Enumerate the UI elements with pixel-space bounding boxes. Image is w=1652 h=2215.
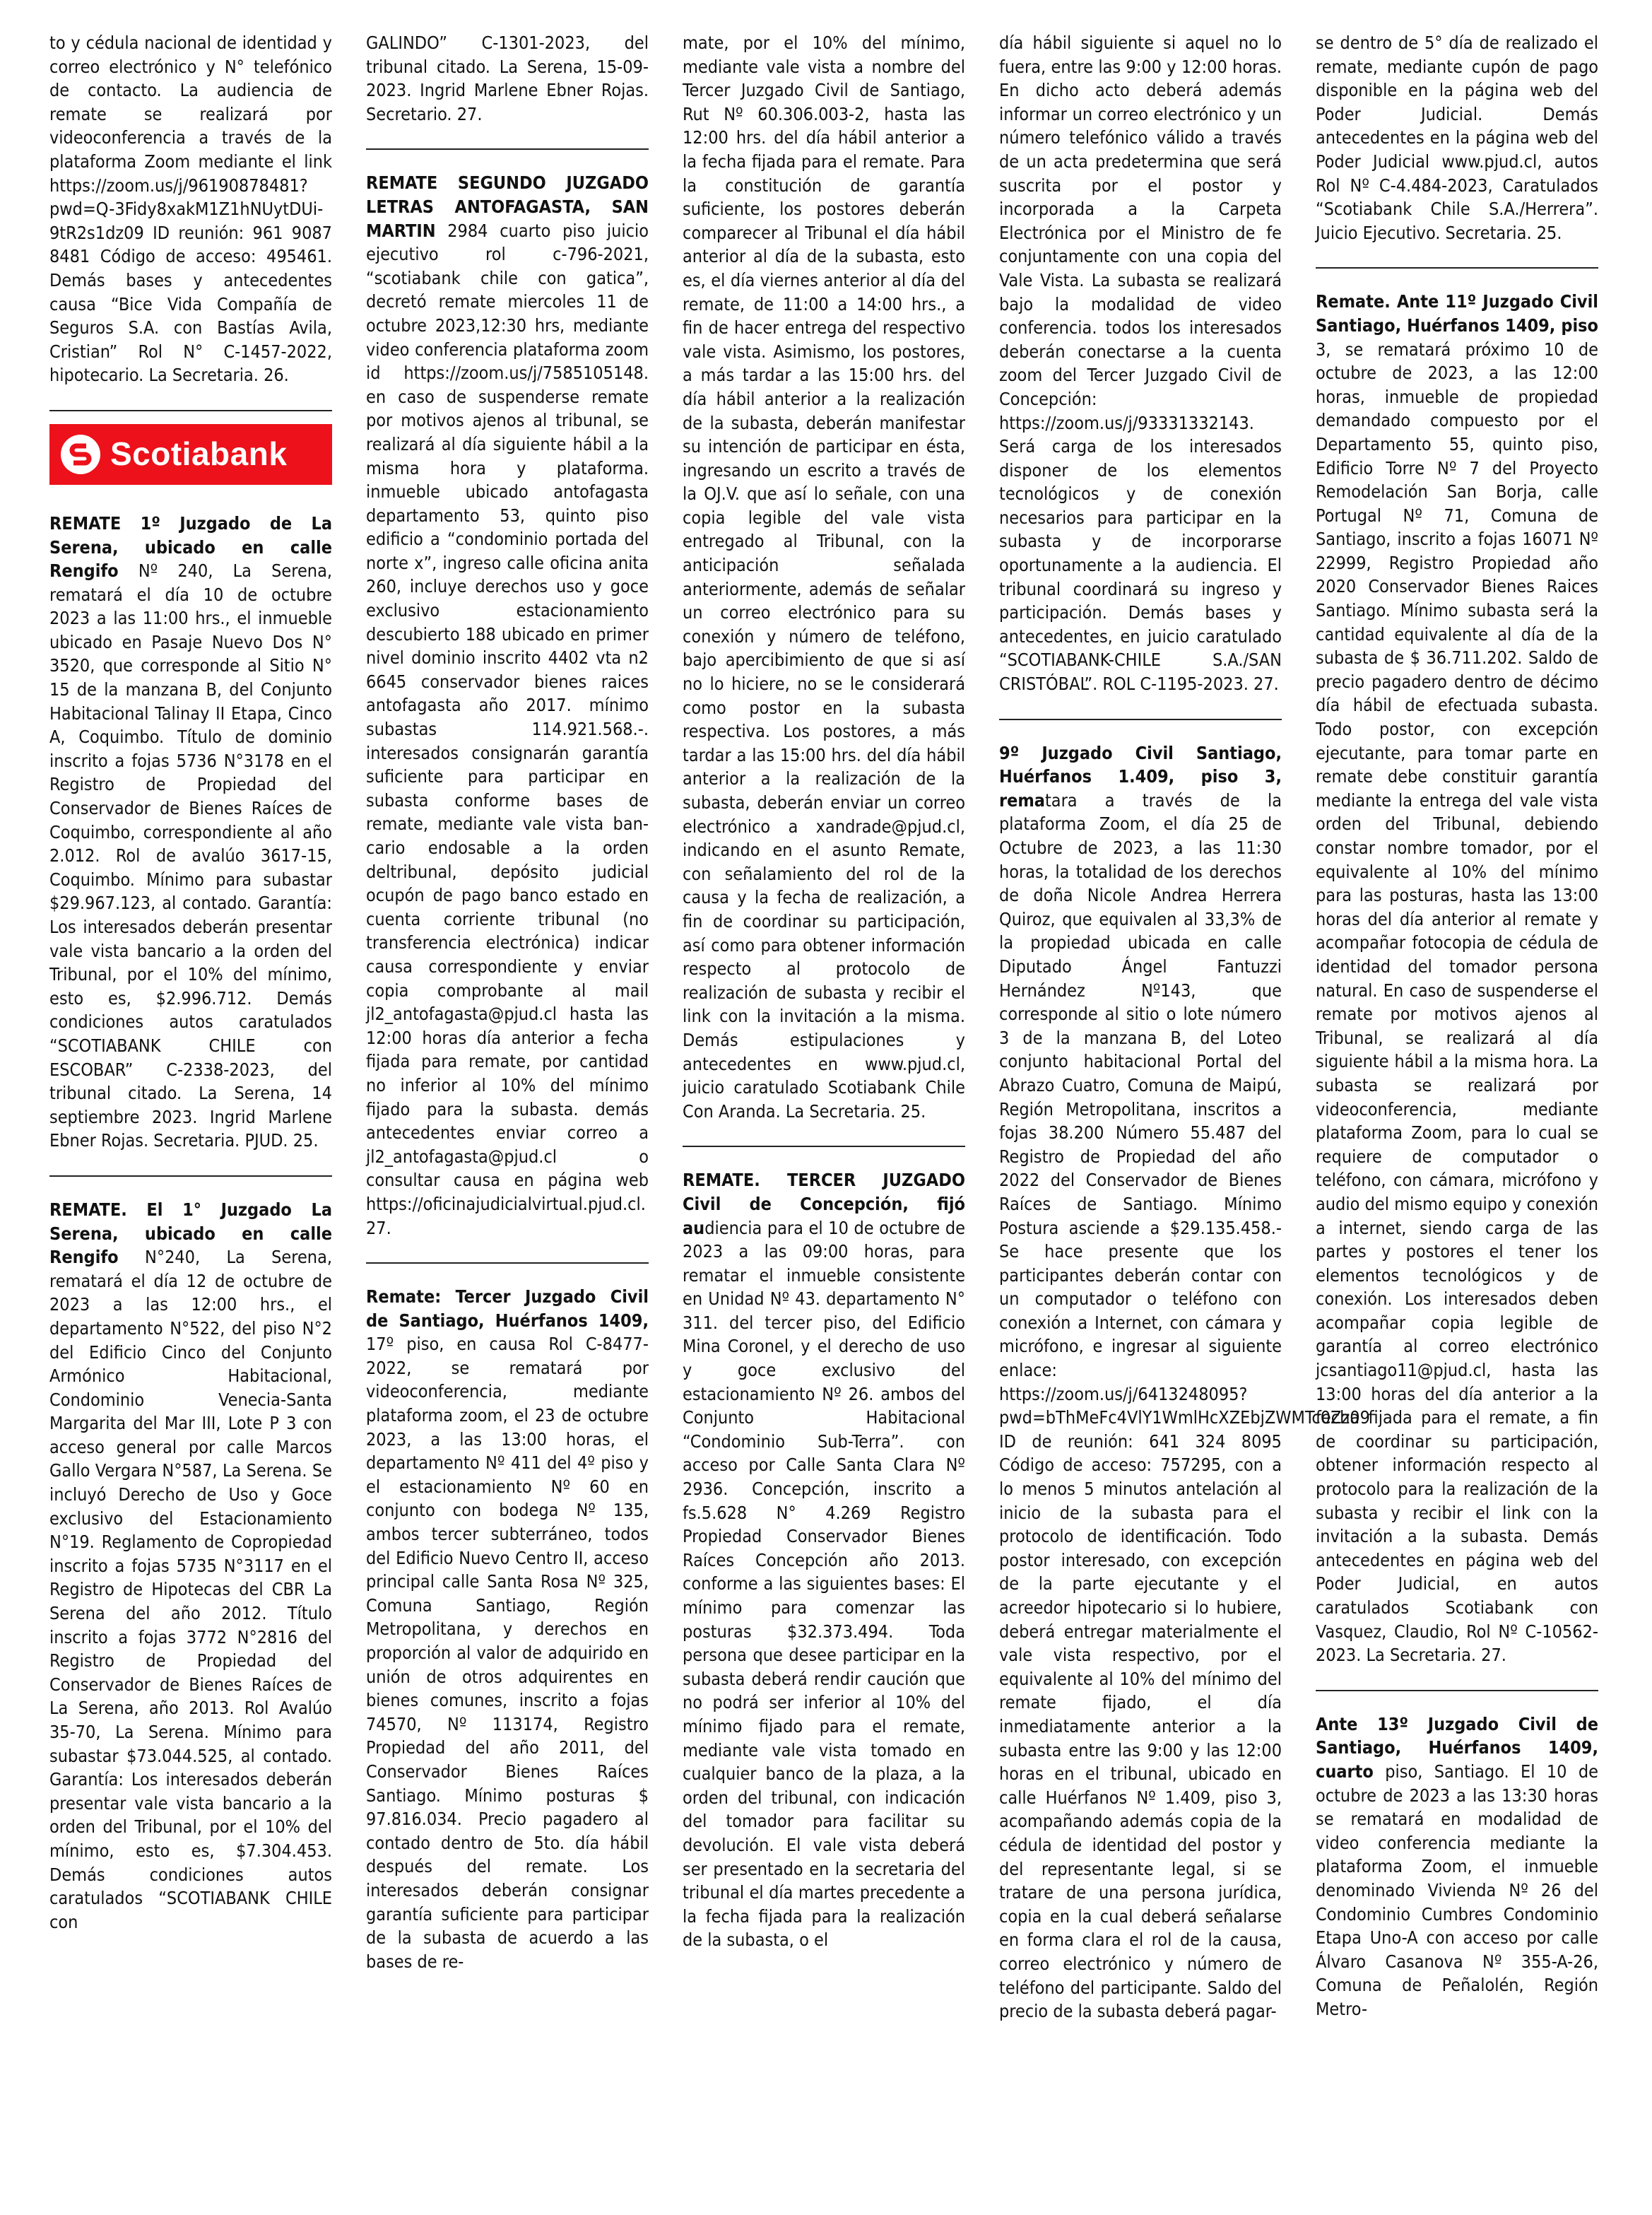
notice-body: GALINDO” C-1301-2023, del tribunal citado. La Serena, 15-09-2023. Ingrid Marlene Ebner Rojas. Secretario. 27. [366,33,649,124]
notice-heading: REMATE SEGUNDO JUZGADO LETRAS ANTOFAGASTA, SAN MARTIN [366,172,649,241]
column-2 [366,31,649,2215]
notice-heading: REMATE 1º Juzgado de La Serena, ubicado en calle Rengifo [49,512,332,582]
divider [366,148,649,150]
notice-body: diencia para el 10 de octubre de 2023 a las 09:00 horas, para rematar el inmueble consistente en Unidad Nº 43. departamento N° 311. del tercer piso, del Edificio Mina Coronel, y el derecho de uso y goce exclusivo del estacionamiento Nº 26. ambos del Conjunto Habitacional “Condominio Sub-Terra”. con acceso por Calle Santa Clara Nº 2936. Concepción, inscrito a fs.5.628 N° 4.269 Registro Propiedad Conservador Bienes Raíces Concepción año 2013. conforme a las siguientes bases: El mínimo para comenzar las posturas $32.373.494. Toda persona que desee participar en la subasta deberá rendir caución que no podrá ser inferior al 10% del mínimo fijado para el remate, mediante vale vista tomado en cualquier banco de la plaza, a la orden del tribunal, con indicación del tomador para facilitar su devolución. El vale vista deberá ser presentado en la secretaria del tribunal el día martes precedente a la fecha fijada para la realización de la subasta, o el [683,1217,965,1951]
notice-body: piso, Santiago. El 10 de octubre de 2023 a las 13:30 horas se rematará en modalidad de video conferencia mediante la plataforma Zoom, el inmueble denominado Vivienda Nº 26 del Condominio Cumbres Condominio Etapa Uno-A con acceso por calle Álvaro Casanova Nº 355-A-26, Comuna de Peñalolén, Región Metro- [1316,1761,1598,2019]
notice-body: 2984 cuarto piso juicio ejecutivo rol c-796-2021, “scotiabank chile con gatica”, decretó remate miercoles 11 de octubre 2023,12:30 hrs, mediante video conferencia plataforma zoom id https://zoom.us/j/7585105148. en caso de suspenderse remate por motivos ajenos al tribunal, se realizará al día siguiente hábil a la misma hora y plataforma. inmueble ubicado antofagasta departamento 53, quinto piso edificio a “condominio portada del norte x”, ingreso calle oficina anita 260, incluye derechos uso y goce exclusivo estacionamiento descubierto 188 ubicado en primer nivel dominio inscrito 4402 vta n2 6645 conservador bienes raices antofagasta año 2017. mínimo subastas 114.921.568.-. interesados consignarán garantía suficiente para participar en subasta conforme bases de remate, mediante vale vista ban-cario endosable a la orden deltribunal, depósito judicial ocupón de pago banco estado en cuenta corriente tribunal (no transferencia electrónica) indicar causa correspondiente y enviar copia comprobante al mail jl2_antofagasta@pjud.cl hasta las 12:00 horas día anterior a fecha fijada para remate, por cantidad no inferior al 10% del mínimo fijado para la subasta. demás antecedentes enviar correo a jl2_antofagasta@pjud.cl o consultar causa en página web https://oficinajudicialvirtual.pjud.cl. 27. [366,220,649,1238]
notice-body: tara a través de la plataforma Zoom, el día 25 de Octubre de 2023, a las 11:30 horas, la totalidad de los derechos de doña Nicole Andrea Herrera Quiroz, que equivalen al 33,3% de la propiedad ubicada en calle Diputado Ángel Fantuzzi Hernández Nº143, que corresponde al sitio o lote número 3 de la manzana B, del Loteo conjunto habitacional Portal del Abrazo Cuatro, Comuna de Maipú, Región Metropolitana, inscritos a fojas 38.200 Número 55.487 del Registro de Propiedad del año 2022 del Conservador de Bienes Raíces de Santiago. Mínimo Postura asciende a $29.135.458.- Se hace presente que los participantes deberán contar con un computador o teléfono con conexión a Internet, con cámara y micrófono, e ingresar al siguiente enlace: https://zoom.us/j/6413248095?pwd=bThMeFc4VlY1WmlHcXZEbjZWMTc0Zz09 ID de reunión: 641 324 8095 Código de acceso: 757295, con a lo menos 5 minutos antelación al inicio de la subasta para el protocolo de identificación. Todo postor interesado, con excepción de la parte ejecutante y el acreedor hipotecario si lo hubiere, deberá entregar materialmente el vale vista respectivo, por el equivalente al 10% del mínimo del remate fijado, el día inmediatamente anterior a la subasta entre las 9:00 y las 12:00 horas en el tribunal, ubicado en calle Huérfanos Nº 1.409, piso 3, acompañando además copia de la cédula de identidad del postor y del representante legal, si se tratare de una persona jurídica, copia en la cual deberá señalarse en forma clara el rol de la causa, correo electrónico y número de teléfono del participante. Saldo del precio de la subasta deberá pagar- [999,789,1370,2022]
notice [999,733,1370,2036]
notice-continuation [999,31,1282,709]
divider [366,1262,649,1264]
notice [1316,1704,1598,2034]
scotiabank-s-icon [61,435,100,474]
column-4 [999,31,1370,2215]
divider [999,719,1282,720]
column-5 [1316,31,1598,2215]
notice [366,163,649,1252]
divider [1316,1690,1598,1691]
notice-continuation [683,31,965,1136]
divider [49,1175,332,1177]
notice-heading: REMATE. TERCER JUZGADO Civil de Concepción, fijó au [683,1170,965,1238]
column-1 [49,31,332,2215]
notice-body: 17º piso, en causa Rol C-8477-2022, se rematará por videoconferencia, mediante plataforma zoom, el 23 de octubre 2023, a las 13:00 horas, el departamento Nº 411 del 4º piso y el estacionamiento Nº 60 en conjunto con bodega Nº 135, ambos tercer subterráneo, todos del Edificio Nuevo Centro II, acceso principal calle Santa Rosa Nº 325, Comuna Santiago, Región Metropolitana, y derechos en proporción al valor de adquirido en unión de otros adquirentes en bienes comunes, inscrito a fojas 74570, Nº 113174, Registro Propiedad del año 2011, del Conservador Bienes Raíces Santiago. Mínimo posturas $ 97.816.034. Precio pagadero al contado dentro de 5to. día hábil después del remate. Los interesados deberán consignar garantía suficiente para participar de la subasta de acuerdo a las bases de re- [366,1334,649,1972]
notice [49,503,332,1165]
notice [49,1189,332,1946]
divider [1316,267,1598,269]
notice-body: mate, por el 10% del mínimo, mediante vale vista a nombre del Tercer Juzgado Civil de Santiago, Rut Nº 60.306.003-2, hasta las 12:00 hrs. del día hábil anterior a la fecha fijada para el remate. Para la constitución de garantía suficiente, los postores deberán comparecer al Tribunal el día hábil anterior al día de la subasta, esto es, el día viernes anterior al día del remate, de 11:00 a 14:00 hrs., a fin de hacer entrega del respectivo vale vista. Asimismo, los postores, a más tardar a las 15:00 hrs. del día hábil anterior a la realización de la subasta, deberán manifestar su intención de participar en ésta, ingresando un escrito a través de la OJ.V. que así lo señale, con una copia legible del vale vista entregado al Tribunal, con la anticipación señalada anteriormente, además de señalar un correo electrónico para su conexión y número de teléfono, bajo apercibimiento de que si así no lo hiciere, no se le considerará como postor en la subasta respectiva. Los postores, a más tardar a las 15:00 hrs. del día hábil anterior a la realización de la subasta, deberán enviar un correo electrónico a xandrade@pjud.cl, indicando en el asunto Remate, con señalamiento del rol de la causa y la fecha de realización, a fin de coordinar su participación, así como para obtener información respecto al protocolo de realización de subasta y recibir el link con la invitación a la misma. Demás estipulaciones y antecedentes en www.pjud.cl, juicio caratulado Scotiabank Chile Con Aranda. La Secretaria. 25. [683,33,965,1122]
divider [683,1146,965,1147]
scotiabank-s-glyph [65,439,96,470]
divider [49,410,332,411]
notice-heading: REMATE. El 1° Juzgado La Serena, ubicado en calle Rengifo [49,1199,332,1268]
notice [366,1276,649,1986]
notice-continuation [1316,31,1598,257]
column-3 [683,31,965,2215]
notice-heading: Ante 13º Juzgado Civil de Santiago, Huérfanos 1409, cuarto [1316,1713,1598,1782]
notice-body: Nº 240, La Serena, rematará el día 10 de octubre 2023 a las 11:00 hrs., el inmueble ubicado en Pasaje Nuevo Dos N° 3520, que corresponde al Sitio N° 15 de la manzana B, del Conjunto Habitacional Talinay II Etapa, Cinco A, Coquimbo. Título de dominio inscrito a fojas 5736 N°3178 en el Registro de Propiedad del Conservador de Bienes Raíces de Coquimbo, correspondiente al año 2.012. Rol de avalúo 3617-15, Coquimbo. Mínimo para subastar $29.967.123, al contado. Garantía: Los interesados deberán presentar vale vista bancario a la orden del Tribunal, por el 10% del mínimo, esto es, $2.996.712. Demás condiciones autos caratulados “SCOTIABANK CHILE con ESCOBAR” C-2338-2023, del tribunal citado. La Serena, 14 septiembre 2023. Ingrid Marlene Ebner Rojas. Secretaria. PJUD. 25. [49,560,332,1151]
notice-heading: Remate: Tercer Juzgado Civil de Santiago, Huérfanos 1409, [366,1286,649,1331]
notice-body: 3, se rematará próximo 10 de octubre de 2023, a las 12:00 horas, inmueble de propiedad demandado compuesto por el Departamento 55, quinto piso, Edificio Torre Nº 7 del Proyecto Remodelación San Borja, calle Portugal Nº 71, Comuna de Santiago, inscrito a fojas 16071 Nº 22999, Registro Propiedad año 2020 Conservador Bienes Raices Santiago. Mínimo subasta será la cantidad equivalente al día de la subasta de $ 36.711.202. Saldo de precio pagadero dentro de décimo día hábil de efectuada subasta. Todo postor, con excepción ejecutante, para tomar parte en remate debe constituir garantía mediante la entrega del vale vista orden del Tribunal, debiendo constar nombre tomador, por el equivalente al 10% del mínimo para las posturas, hasta las 13:00 horas del día anterior al remate y acompañar fotocopia de cédula de identidad del tomador persona natural. En caso de suspenderse el remate por motivos ajenos al Tribunal, se realizará al día siguiente hábil a la misma hora. La subasta se realizará por videoconferencia, mediante plataforma Zoom, para lo cual se requiere de computador o teléfono, con cámara, micrófono y audio del mismo equipo y conexión a internet, siendo carga de las partes y postores el tener los elementos tecnológicos y de conexión. Los interesados deben acompañar copia legible de garantía al correo electrónico jcsantiago11@pjud.cl, hasta las 13:00 horas del día anterior a la fecha fijada para el remate, a fin de coordinar su participación, obtener información respecto al protocolo para la realización de la subasta y recibir el link con la invitación a la subasta. Demás antecedentes en página web del Poder Judicial, en autos caratulados Scotiabank con Vasquez, Claudio, Rol Nº C-10562-2023. La Secretaria. 27. [1316,339,1598,1666]
notice-body: día hábil siguiente si aquel no lo fuera, entre las 9:00 y 12:00 horas. En dicho acto deberá además informar un correo electrónico y un número telefónico válido a través de un acta predetermina que será suscrita por el postor y incorporada a la Carpeta Electrónica por el Ministro de fe conjuntamente con una copia del Vale Vista. La subasta se realizará bajo la modalidad de video conferencia. todos los interesados deberán conectarse a la cuenta zoom del Tercer Juzgado Civil de Concepción: https://zoom.us/j/93331332143. Será carga de los interesados disponer de los elementos tecnológicos y de conexión necesarios para participar en la subasta y de incorporarse oportunamente a la audiencia. El tribunal coordinará su ingreso y participación. Demás bases y antecedentes, en juicio caratulado “SCOTIABANK-CHILE S.A./SAN CRISTÓBAL”. ROL C-1195-2023. 27. [999,33,1282,695]
notice-body: to y cédula nacional de identidad y correo electrónico y N° telefónico de contacto. La audiencia de remate se realizará por videoconferencia a través de la plataforma Zoom mediante el link https://zoom.us/j/96190878481?pwd=Q-3Fidy8xakM1Z1hNUytDUi-9tR2s1dz09 ID reunión: 961 9087 8481 Código de acceso: 495461. Demás bases y antecedentes causa “Bice Vida Compañía de Seguros S.A. con Bastías Avila, Cristian” Rol N° C-1457-2022, hipotecario. La Secretaria. 26. [49,33,332,386]
notice-heading: Remate. Ante 11º Juzgado Civil Santiago, Huérfanos 1409, piso [1316,291,1598,336]
notice [1316,281,1598,1679]
scotiabank-logo [49,424,332,485]
notice-continuation [366,31,649,139]
logo-wordmark: Scotiabank [110,435,288,473]
notice-continuation [49,31,332,400]
notice-body: se dentro de 5° día de realizado el remate, mediante cupón de pago disponible en la página web del Poder Judicial. Demás antecedentes en la página web del Poder Judicial www.pjud.cl, autos Rol Nº C-4.484-2023, Caratulados “Scotiabank Chile S.A./Herrera”. Juicio Ejecutivo. Secretaria. 25. [1316,33,1598,243]
notice [683,1160,965,1965]
notice-body: N°240, La Serena, rematará el día 12 de octubre de 2023 a las 12:00 hrs., el departamento N°522, del piso N°2 del Edificio Cinco del Conjunto Armónico Habitacional, Condominio Venecia-Santa Margarita del Mar III, Lote P 3 con acceso general por calle Marcos Gallo Vergara N°587, La Serena. Se incluyó Derecho de Uso y Goce exclusivo del Estacionamiento N°19. Reglamento de Copropiedad inscrito a fojas 5735 N°3117 en el Registro de Hipotecas del CBR La Serena del año 2012. Título inscrito a fojas 3772 N°2816 del Registro de Propiedad del Conservador de Bienes Raíces de La Serena, año 2013. Rol Avalúo 35-70, La Serena. Mínimo para subastar $73.044.525, al contado. Garantía: Los interesados deberán presentar vale vista bancario a la orden del Tribunal, por el 10% del mínimo, esto es, $7.304.453. Demás condiciones autos caratulados “SCOTIABANK CHILE con [49,1247,332,1932]
notice-heading: 9º Juzgado Civil Santiago, Huérfanos 1.409, piso 3, rema [999,742,1282,811]
